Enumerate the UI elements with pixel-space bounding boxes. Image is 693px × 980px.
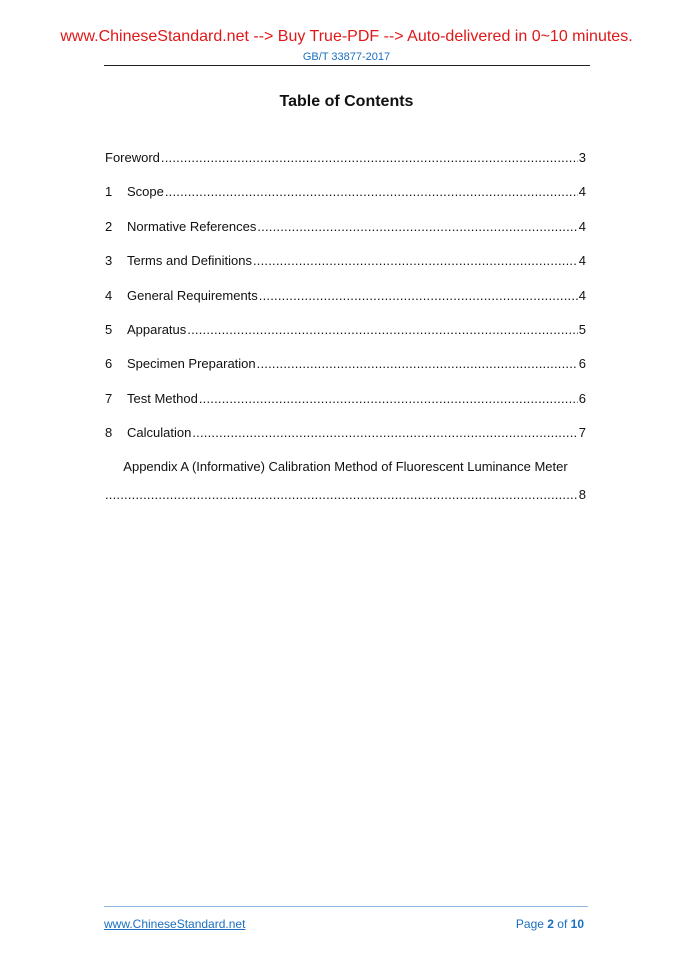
toc-list	[105, 150, 586, 460]
dot-leader	[165, 184, 578, 199]
toc-entry-label: Scope	[127, 184, 164, 200]
toc-entry-label: Foreword	[105, 150, 160, 165]
dot-leader	[187, 322, 578, 337]
toc-entry-appendix-a[interactable]	[105, 459, 586, 502]
toc-entry-label: Appendix A (Informative) Calibration Method of Fluorescent Luminance Meter	[123, 459, 568, 474]
toc-entry-number: 4	[105, 287, 113, 303]
toc-entry-number: 8	[105, 425, 113, 441]
toc-entry-specimen-preparation[interactable]	[105, 356, 586, 390]
total-pages: 10	[570, 917, 584, 931]
toc-entry-number: 2	[105, 218, 113, 234]
toc-title: Table of Contents	[279, 93, 414, 110]
toc-entry-number: 1	[105, 184, 113, 200]
toc-entry-test-method[interactable]	[105, 391, 586, 425]
toc-entry-page: 4	[578, 184, 586, 200]
toc-entry-label: Test Method	[127, 390, 198, 406]
toc-entry-label: Calculation	[127, 425, 192, 441]
toc-entry-general-requirements[interactable]	[105, 288, 586, 322]
toc-entry-page: 3	[578, 150, 586, 165]
toc-entry-label: Normative References	[127, 218, 257, 234]
toc-entry-page: 7	[578, 425, 586, 441]
standard-number: GB/T 33877-2017	[302, 51, 391, 63]
toc-entry-page: 6	[578, 356, 586, 372]
toc-entry-foreword[interactable]	[105, 150, 586, 184]
dot-leader	[161, 150, 578, 165]
toc-entry-page: 4	[578, 287, 586, 303]
toc-entry-page: 5	[578, 321, 586, 337]
page-indicator	[516, 917, 584, 931]
toc-entry-number: 7	[105, 390, 113, 406]
dot-leader	[105, 487, 578, 502]
toc-entry-scope[interactable]	[105, 184, 586, 218]
current-page: 2	[547, 917, 554, 931]
toc-entry-page: 4	[578, 253, 586, 269]
toc-entry-calculation[interactable]	[105, 425, 586, 459]
dot-leader	[257, 219, 577, 234]
toc-entry-terms-definitions[interactable]	[105, 253, 586, 287]
page-prefix: Page	[515, 917, 548, 931]
header-divider	[104, 65, 590, 66]
dot-leader	[257, 356, 578, 371]
page-of: of	[553, 917, 571, 931]
dot-leader	[199, 391, 578, 406]
toc-entry-number: 6	[105, 356, 113, 372]
dot-leader	[192, 425, 577, 440]
toc-entry-label: Specimen Preparation	[127, 356, 256, 372]
appendix-leader-line	[105, 487, 586, 502]
promo-banner[interactable]: www.ChineseStandard.net --> Buy True-PDF --> Auto-delivered in 0~10 minutes.	[60, 28, 633, 45]
toc-entry-normative-references[interactable]	[105, 219, 586, 253]
toc-entry-page: 6	[578, 390, 586, 406]
toc-entry-number: 5	[105, 321, 113, 337]
toc-entry-label: Terms and Definitions	[127, 253, 252, 269]
toc-entry-apparatus[interactable]	[105, 322, 586, 356]
toc-entry-label: General Requirements	[127, 287, 258, 303]
toc-entry-page: 4	[578, 218, 586, 234]
dot-leader	[253, 253, 578, 268]
footer-divider	[104, 906, 588, 907]
toc-entry-label: Apparatus	[127, 321, 187, 337]
toc-entry-number: 3	[105, 253, 113, 269]
dot-leader	[259, 288, 578, 303]
toc-entry-page: 8	[578, 487, 586, 502]
footer-website-link[interactable]: www.ChineseStandard.net	[104, 917, 246, 931]
